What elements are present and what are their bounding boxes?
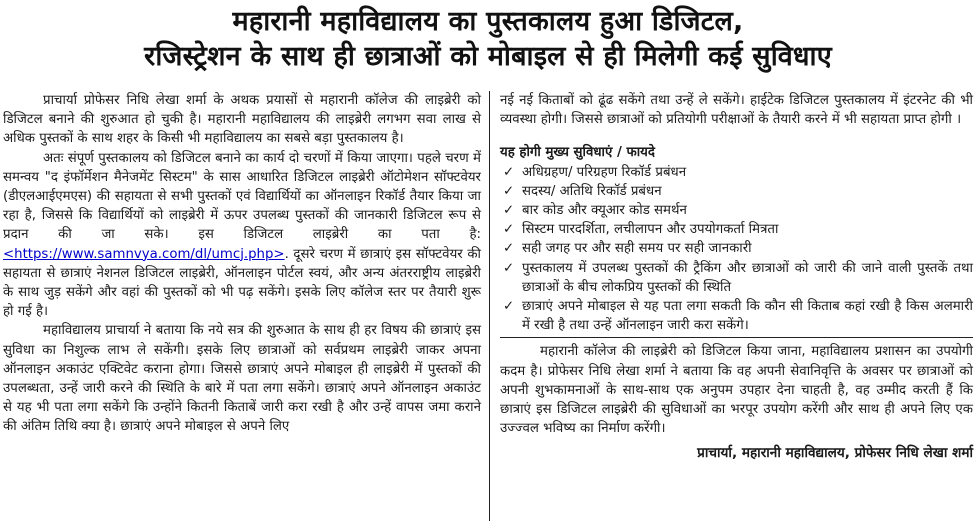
signature: प्राचार्या, महारानी महाविद्यालय, प्रोफेसर निधि लेखा शर्मा (697, 445, 973, 462)
feature-text: सिस्टम पारदर्शिता, लचीलापन और उपयोगकर्ता मित्रता (522, 222, 779, 238)
feature-item (500, 239, 973, 258)
check-icon: ✓ (503, 183, 515, 199)
check-icon: ✓ (503, 164, 515, 180)
feature-item (500, 220, 973, 239)
left-paragraph-1: प्राचार्या प्रोफेसर निधि लेखा शर्मा के अथक प्रयासों से महारानी कॉलेज की लाइब्रेरी को डिजिटल बनाने की शुरुआत हो चुकी है। महारानी महाविद्यालय की लाइब्रेरी लगभग सवा लाख से अधिक पुस्तकों के साथ शहर के किसी भी महाविद्यालय का सबसे बड़ा पुस्तकालय है। (3, 93, 481, 147)
feature-text: पुस्तकालय में उपलब्ध पुस्तकों की ट्रैकिंग और छात्राओं को जारी की जाने वाली पुस्तकें तथा छात्राओं के बीच लोकप्रिय पुस्तकों की स्थिति (522, 260, 973, 295)
check-icon: ✓ (503, 241, 515, 257)
left-column (3, 91, 481, 437)
left-paragraph-2-text-a: अतः संपूर्ण पुस्तकालय को डिजिटल बनाने का कार्य दो चरणों में किया जाएगा। पहले चरण में समन्वय "द इंफॉर्मेशन मैनेजमेंट सिस्टम" के सास आधारित डिजिटल लाइब्रेरी ऑटोमेशन सॉफ्टवेयर (डीएलआईएमएस) की सहायता से सभी पुस्तकों एवं विद्यार्थियों का ऑनलाइन रिकॉर्ड तैयार किया जा रहा है, जिससे कि विद्यार्थियों को लाइब्रेरी में ऊपर उपलब्ध पुस्तकों की जानकारी डिजिटल रूप से प्रदान की जा सके। इस डिजिटल लाइब्रेरी का पता है: (3, 150, 481, 243)
left-paragraph-3: महाविद्यालय प्राचार्या ने बताया कि नये सत्र की शुरुआत के साथ ही हर विषय की छात्राएं इस सुविधा का निशुल्क लाभ ले सकेंगी। इसके लिए छात्राओं को सर्वप्रथम लाइब्रेरी जाकर अपना ऑनलाइन अकाउंट एक्टिवेट कराना होगा। जिससे छात्राएं अपने मोबाइल ही लाइब्रेरी में पुस्तकों की उपलब्धता, उन्हें जारी करने की स्थिति के बारे में पता लगा सकेंगे। छात्राएं अपने ऑनलाइन अकाउंट से यह भी पता लगा सकेंगे कि उन्होंने कितनी किताबें जारी करा रखी है और उन्हें वापस जमा कराने की अंतिम तिथि क्या है। छात्राएं अपने मोबाइल से अपने लिए (3, 323, 481, 435)
feature-text: छात्राएं अपने मोबाइल से यह पता लगा सकती कि कौन सी किताब कहां रखी है किस अलमारी में रखी है तथा उन्हें ऑनलाइन जारी करा सकेंगे। (522, 299, 973, 334)
check-icon: ✓ (503, 299, 515, 315)
feature-item-last (500, 297, 973, 335)
features-title: यह होगी मुख्य सुविधाएं / फायदे (500, 145, 655, 161)
feature-item (500, 259, 973, 297)
feature-item (500, 182, 973, 201)
check-icon: ✓ (503, 260, 515, 276)
check-icon: ✓ (503, 203, 515, 219)
left-paragraph-2-text-b: . दूसरे चरण में छात्राएं इस सॉफ्टवेयर की सहायता से छात्राएं नेशनल डिजिटल लाइब्रेरी, ऑनलाइन पोर्टल स्वयं, और अन्य अंतरराष्ट्रीय लाइब्रेरी के साथ जुड़ सकेंगे और वहां की पुस्तकों को भी पढ़ सकेंगे। इसके लिए कॉलेज स्तर पर तैयारी शुरू हो गई है। (3, 246, 481, 320)
headline-line-1: महारानी महाविद्यालय का पुस्तकालय हुआ डिजिटल, (232, 6, 744, 37)
right-column (500, 91, 973, 464)
features-list (500, 163, 973, 336)
feature-text: बार कोड और क्यूआर कोड समर्थन (522, 203, 687, 219)
section-divider (500, 337, 973, 338)
feature-text: अधिग्रहण/ परिग्रहण रिकॉर्ड प्रबंधन (522, 164, 687, 180)
headline (0, 4, 976, 74)
feature-item (500, 201, 973, 220)
feature-text: सही जगह पर और सही समय पर सही जानकारी (522, 241, 752, 257)
column-divider (489, 91, 490, 521)
right-paragraph-2: महारानी कॉलेज की लाइब्रेरी को डिजिटल किया जाना, महाविद्यालय प्रशासन का उपयोगी कदम है। प्रोफेसर निधि लेखा शर्मा ने बताया कि वह अपनी सेवानिवृत्ति के अवसर पर छात्राओं को अपनी शुभकामनाओं के साथ-साथ एक अनुपम उपहार देना चाहती है, वह उम्मीद करती हैं कि छात्राएं इस डिजिटल लाइब्रेरी की सुविधाओं का भरपूर उपयोग करेंगी और साथ ही अपने लिए एक उज्ज्वल भविष्य का निर्माण करेंगी। (500, 344, 973, 437)
left-paragraph-2 (3, 149, 481, 322)
headline-line-2: रजिस्ट्रेशन के साथ ही छात्राओं को मोबाइल से ही मिलेगी कई सुविधाए (144, 41, 832, 72)
digital-library-link[interactable]: <https://www.samnvya.com/dl/umcj.php> (3, 246, 285, 262)
right-paragraph-1: नई नई किताबों को ढूंढ सकेंगे तथा उन्हें ले सकेंगे। हाईटेक डिजिटल पुस्तकालय में इंटरनेट की भी व्यवस्था होगी। जिससे छात्राओं को प्रतियोगी परीक्षाओं के तैयारी करने में भी सहायता प्राप्त होगी । (500, 93, 973, 128)
check-icon: ✓ (503, 222, 515, 238)
feature-text: सदस्य/ अतिथि रिकॉर्ड प्रबंधन (522, 183, 662, 199)
feature-item (500, 163, 973, 182)
